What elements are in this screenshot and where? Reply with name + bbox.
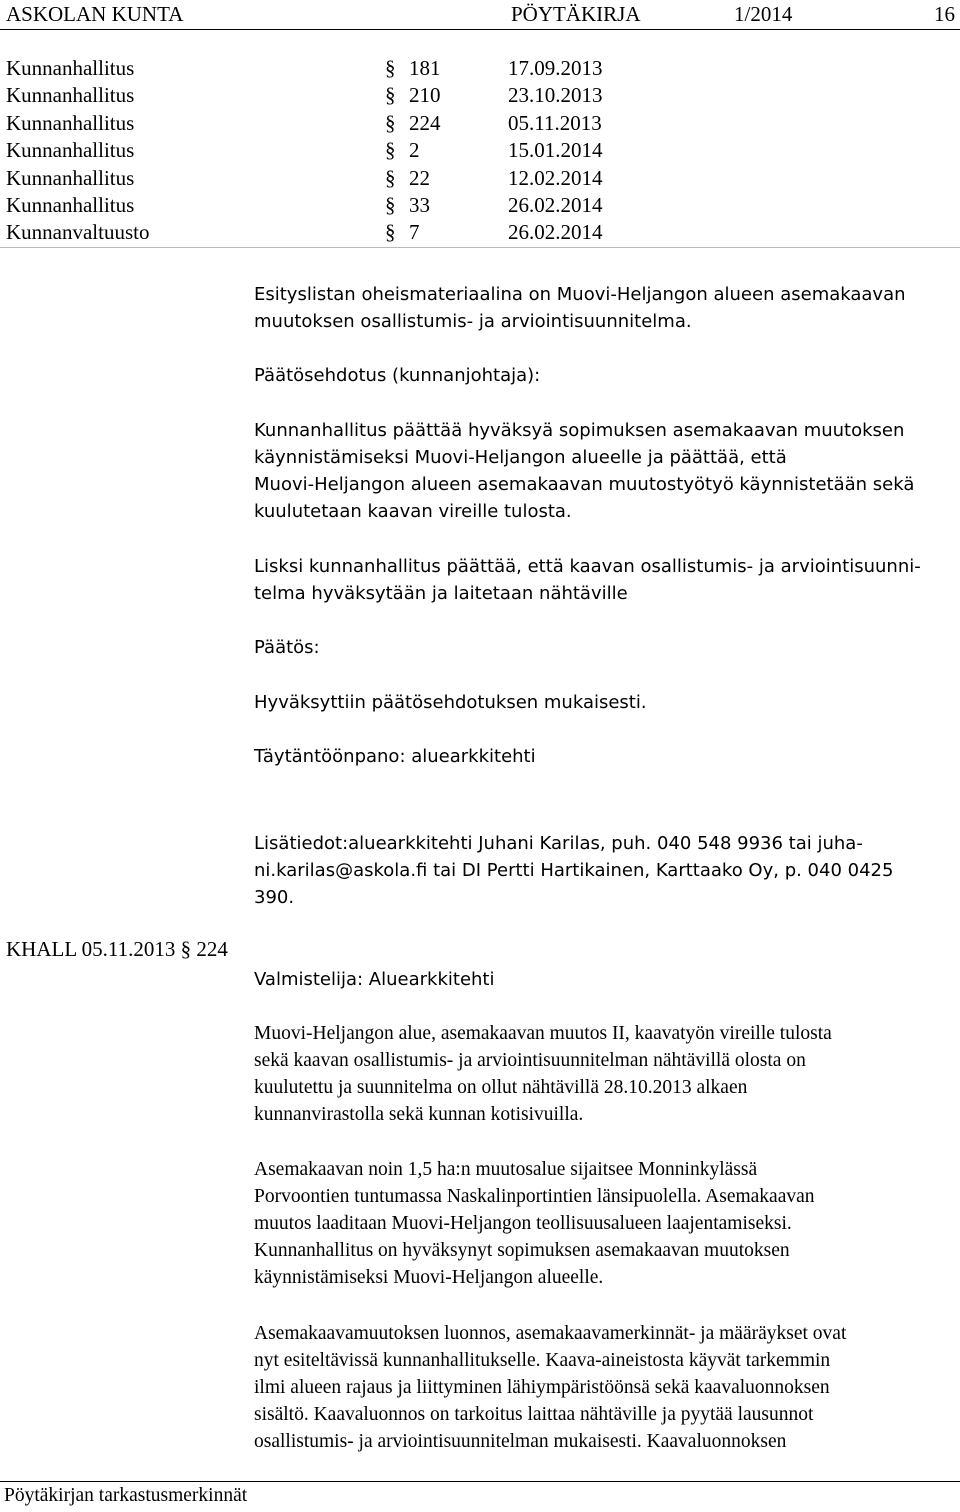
header-divider [0,29,960,30]
khall-reference [6,937,228,962]
page-number: 16 [934,2,955,26]
section-mark: § [385,83,396,108]
paragraph-line: sisältö. Kaavaluonnos on tarkoitus laittaa nähtäville ja pyytää lausunnot [254,1404,814,1425]
contact-line: 390. [254,887,295,908]
paragraph-line: nyt esiteltävissä kunnanhallitukselle. Kaava-aineistosta käyvät tarkemmin [254,1350,831,1371]
section-number: 181 [409,56,441,80]
decision-text: Hyväksyttiin päätösehdotuksen mukaisesti. [254,692,647,713]
paragraph-line: kuulutettu ja suunnitelma on ollut nähtävillä 28.10.2013 alkaen [254,1077,748,1098]
meeting-date: 26.02.2014 [508,220,603,245]
section-mark: § [385,138,396,163]
intro-line: muutoksen osallistumis- ja arviointisuunnitelma. [254,311,692,332]
meeting-body: Kunnanhallitus [6,165,135,190]
meeting-body: Kunnanhallitus [6,192,135,217]
meeting-body: Kunnanhallitus [6,56,135,80]
meeting-body: Kunnanhallitus [6,138,135,163]
paragraph-line: Kunnanhallitus on hyväksynyt sopimuksen asemakaavan muutoksen [254,1240,790,1261]
proposal-line: telma hyväksytään ja laitetaan nähtäville [254,583,628,604]
khall-label: KHALL 05.11.2013 [6,937,176,961]
meeting-date: 05.11.2013 [508,110,602,135]
meeting-date: 17.09.2013 [508,56,603,80]
section-mark: § [385,165,396,190]
section-mark: § [385,220,396,245]
paragraph-line: käynnistämiseksi Muovi-Heljangon alueelle. [254,1267,604,1288]
meeting-body: Kunnanhallitus [6,83,135,108]
section-number: 7 [409,220,420,245]
document-type: PÖYTÄKIRJA [511,2,641,26]
meeting-date: 23.10.2013 [508,83,603,108]
section-mark: § [385,110,396,135]
paragraph-line: muutos laaditaan Muovi-Heljangon teollisuusalueen laajentamiseksi. [254,1213,792,1234]
paragraph-line: sekä kaavan osallistumis- ja arviointisuunnitelman nähtävillä olosta on [254,1050,806,1071]
section-number: 224 [196,937,228,961]
paragraph-line: ilmi alueen rajaus ja liittyminen lähiympäristöönsä sekä kaavaluonnoksen [254,1377,830,1398]
section-number: 2 [409,138,420,163]
municipality-name: ASKOLAN KUNTA [6,2,184,26]
proposal-line: Kunnanhallitus päättää hyväksyä sopimuksen asemakaavan muutoksen [254,420,905,441]
meeting-date: 26.02.2014 [508,192,603,217]
preparer: Valmistelija: Aluearkkitehti [254,969,495,990]
paragraph-line: osallistumis- ja arviointisuunnitelman mukaisesti. Kaavaluonnoksen [254,1431,787,1452]
meeting-body: Kunnanvaltuusto [6,220,150,245]
decision-heading: Päätös: [254,637,320,658]
section-number: 22 [409,165,430,190]
meeting-date: 15.01.2014 [508,138,603,163]
proposal-heading: Päätösehdotus (kunnanjohtaja): [254,365,541,386]
paragraph-line: kunnanvirastolla sekä kunnan kotisivuilla. [254,1104,584,1125]
meeting-body: Kunnanhallitus [6,110,135,135]
paragraph-line: Porvoontien tuntumassa Naskalinportintien länsipuolella. Asemakaavan [254,1186,815,1207]
meeting-date: 12.02.2014 [508,165,603,190]
paragraph-line: Asemakaavan noin 1,5 ha:n muutosalue sijaitsee Monninkylässä [254,1159,758,1180]
paragraph-line: Asemakaavamuutoksen luonnos, asemakaavamerkinnät- ja määräykset ovat [254,1323,847,1344]
proposal-line: kuulutetaan kaavan vireille tulosta. [254,501,572,522]
document-issue: 1/2014 [734,2,793,26]
contact-line: ni.karilas@askola.fi tai DI Pertti Hartikainen, Karttaako Oy, p. 040 0425 [254,860,894,881]
footer-label: Pöytäkirjan tarkastusmerkinnät [4,1485,248,1506]
proposal-line: käynnistämiseksi Muovi-Heljangon alueelle ja päättää, että [254,447,787,468]
section-mark: § [385,56,396,80]
intro-line: Esityslistan oheismateriaalina on Muovi-Heljangon alueen asemakaavan [254,284,906,305]
section-mark: § [385,192,396,217]
contact-line: Lisätiedot:aluearkkitehti Juhani Karilas, puh. 040 548 9936 tai juha- [254,833,863,854]
footer-divider [0,1481,960,1482]
section-number: 210 [409,83,441,108]
table-divider [0,247,960,248]
proposal-line: Lisksi kunnanhallitus päättää, että kaavan osallistumis- ja arviointisuunni- [254,556,921,577]
paragraph-line: Muovi-Heljangon alue, asemakaavan muutos II, kaavatyön vireille tulosta [254,1023,832,1044]
proposal-line: Muovi-Heljangon alueen asemakaavan muutostyötyö käynnistetään sekä [254,474,915,495]
section-number: 224 [409,110,441,135]
section-number: 33 [409,192,430,217]
execution-text: Täytäntöönpano: aluearkkitehti [254,746,536,767]
section-mark: § [180,937,192,961]
